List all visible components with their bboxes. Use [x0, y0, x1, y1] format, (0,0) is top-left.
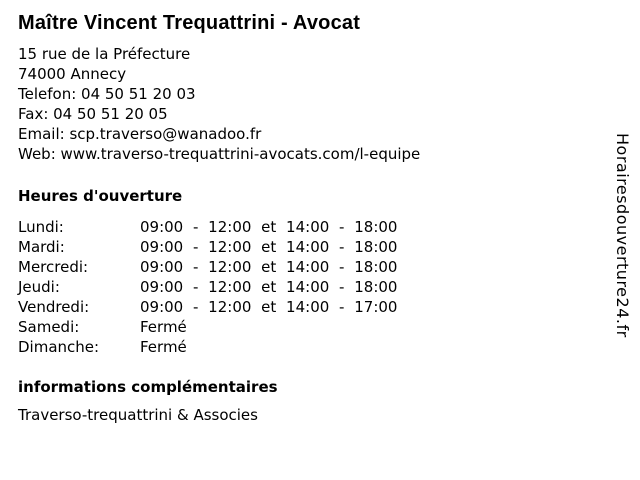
- opening-hours-day: Lundi:: [18, 218, 64, 236]
- opening-hours-time: 09:00 - 12:00 et 14:00 - 18:00: [140, 218, 398, 236]
- opening-hours-heading: Heures d'ouverture: [18, 187, 183, 205]
- opening-hours-row: [18, 337, 604, 357]
- opening-hours-time: 09:00 - 12:00 et 14:00 - 18:00: [140, 278, 398, 296]
- contact-line: Telefon: 04 50 51 20 03: [18, 85, 196, 103]
- opening-hours-row: [18, 257, 604, 277]
- opening-hours-day: Mardi:: [18, 238, 65, 256]
- opening-hours-day: Vendredi:: [18, 298, 90, 316]
- opening-hours-row: [18, 217, 604, 237]
- contact-line: Email: scp.traverso@wanadoo.fr: [18, 125, 262, 143]
- opening-hours-day: Mercredi:: [18, 258, 89, 276]
- watermark-vertical-text: Horairesdouverture24.fr: [613, 133, 632, 338]
- opening-hours-day: Samedi:: [18, 318, 80, 336]
- additional-info-text: Traverso-trequattrini & Associes: [18, 406, 258, 424]
- opening-hours-row: [18, 237, 604, 257]
- opening-hours-row: [18, 317, 604, 337]
- opening-hours-table: [18, 217, 604, 357]
- page-title: Maître Vincent Trequattrini - Avocat: [18, 12, 361, 34]
- opening-hours-day: Dimanche:: [18, 338, 100, 356]
- opening-hours-time: 09:00 - 12:00 et 14:00 - 18:00: [140, 258, 398, 276]
- opening-hours-time: 09:00 - 12:00 et 14:00 - 18:00: [140, 238, 398, 256]
- contact-line: Web: www.traverso-trequattrini-avocats.com/l-equipe: [18, 145, 421, 163]
- opening-hours-time: Fermé: [140, 318, 187, 336]
- opening-hours-row: [18, 297, 604, 317]
- additional-info-heading: informations complémentaires: [18, 378, 278, 396]
- business-listing-page: [18, 10, 604, 425]
- opening-hours-time: Fermé: [140, 338, 187, 356]
- contact-line: 15 rue de la Préfecture: [18, 45, 191, 63]
- contact-line: 74000 Annecy: [18, 65, 127, 83]
- opening-hours-day: Jeudi:: [18, 278, 60, 296]
- contact-info-block: [18, 44, 604, 164]
- contact-line: Fax: 04 50 51 20 05: [18, 105, 168, 123]
- opening-hours-time: 09:00 - 12:00 et 14:00 - 17:00: [140, 298, 398, 316]
- opening-hours-row: [18, 277, 604, 297]
